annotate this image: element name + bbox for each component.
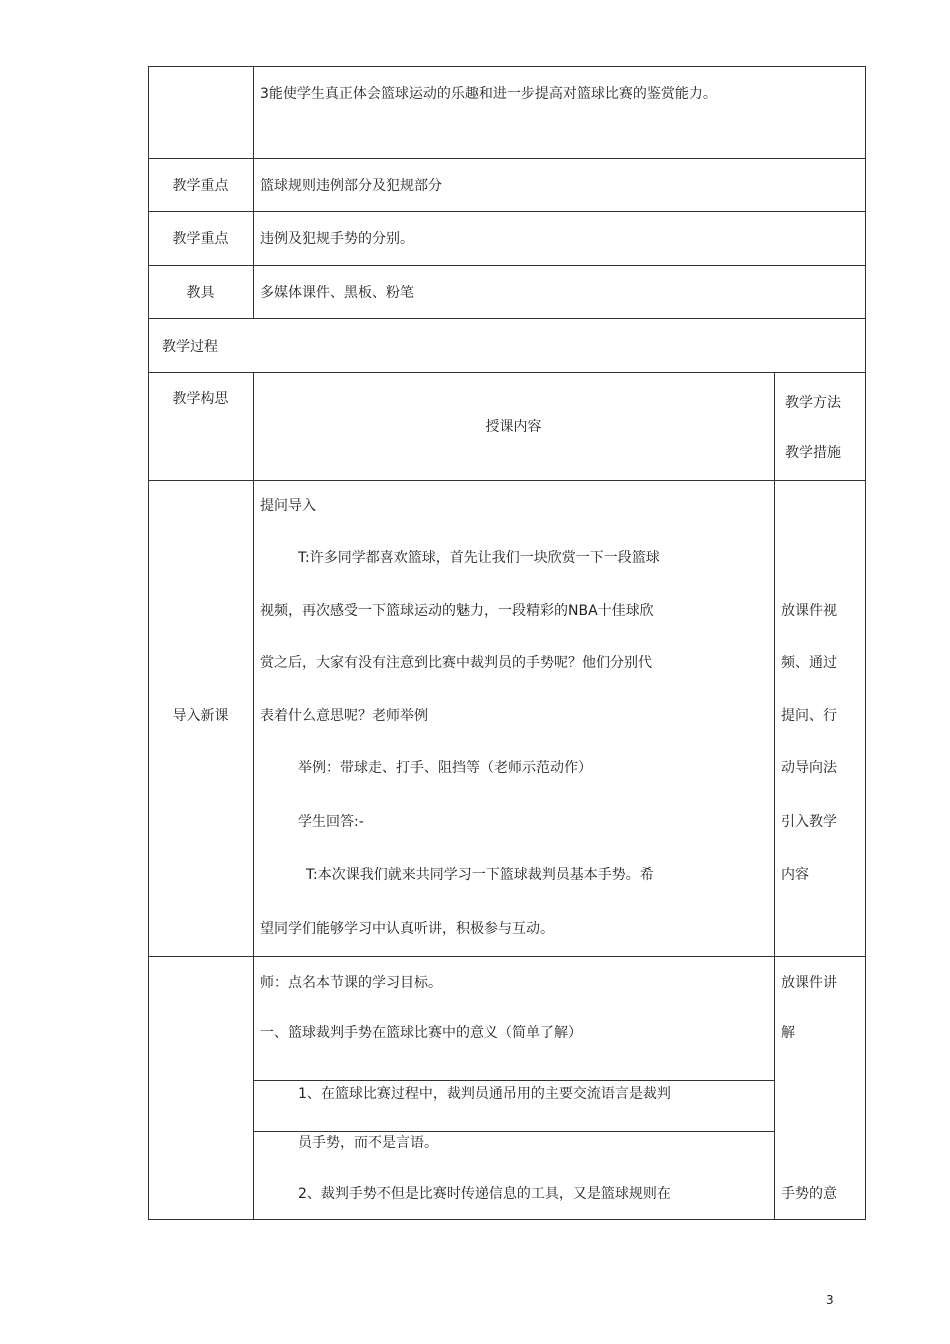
- intro-line: 举例：带球走、打手、阻挡等（老师示范动作）: [298, 760, 592, 776]
- page-number: 3: [826, 1293, 834, 1307]
- section2-method-line: 放课件讲: [781, 975, 837, 991]
- intro-method-line: 放课件视: [781, 603, 837, 619]
- intro-label: 导入新课: [172, 708, 229, 724]
- table-line: [148, 66, 866, 67]
- table-line: [253, 66, 254, 318]
- intro-line: 望同学们能够学习中认真听讲，积极参与互动。: [260, 921, 554, 937]
- intro-line: 赏之后，大家有没有注意到比赛中裁判员的手势呢？他们分别代: [260, 655, 652, 671]
- table-line: [148, 372, 866, 373]
- intro-method-line: 引入教学: [781, 814, 837, 830]
- section2-line: 2、裁判手势不但是比赛时传递信息的工具，又是篮球规则在: [298, 1186, 671, 1202]
- intro-line: 表着什么意思呢？老师举例: [260, 708, 428, 724]
- header-content: 授课内容: [485, 419, 542, 435]
- tools-value: 多媒体课件、黑板、粉笔: [260, 285, 414, 301]
- table-line: [148, 158, 866, 159]
- key-point-value: 篮球规则违例部分及犯规部分: [260, 178, 442, 194]
- intro-method-line: 内容: [781, 867, 809, 883]
- table-line: [148, 956, 866, 957]
- intro-line: 学生回答:-: [298, 814, 364, 830]
- table-line: [148, 480, 866, 481]
- key-point-label: 教学重点: [172, 231, 229, 247]
- header-method-1: 教学方法: [785, 395, 841, 411]
- table-line: [148, 1219, 866, 1220]
- table-line: [148, 211, 866, 212]
- table-line: [865, 66, 866, 1220]
- table-line: [774, 372, 775, 1220]
- header-method-2: 教学措施: [785, 445, 841, 461]
- process-title: 教学过程: [162, 339, 218, 355]
- table-line: [253, 1131, 774, 1132]
- intro-line: T:本次课我们就来共同学习一下篮球裁判员基本手势。希: [306, 867, 654, 883]
- section2-method-line: 解: [781, 1025, 795, 1041]
- section2-line: 一、篮球裁判手势在篮球比赛中的意义（简单了解）: [260, 1025, 582, 1041]
- intro-method-line: 提问、行: [781, 708, 837, 724]
- intro-method-line: 动导向法: [781, 760, 837, 776]
- intro-line: 视频，再次感受一下篮球运动的魅力，一段精彩的NBA十佳球欣: [260, 603, 654, 619]
- section2-line: 员手势，而不是言语。: [298, 1135, 438, 1151]
- section2-line: 1、在篮球比赛过程中，裁判员通吊用的主要交流语言是裁判: [298, 1086, 671, 1102]
- table-line: [148, 265, 866, 266]
- key-point-value: 违例及犯规手势的分别。: [260, 231, 414, 247]
- section2-line: 师：点名本节课的学习目标。: [260, 975, 442, 991]
- header-concept: 教学构思: [172, 391, 229, 407]
- table-line: [148, 318, 866, 319]
- objective-3-text: 3能使学生真正体会篮球运动的乐趣和进一步提高对篮球比赛的鉴赏能力。: [260, 86, 717, 102]
- table-line: [253, 1080, 774, 1081]
- tools-label: 教具: [186, 285, 215, 301]
- intro-line: T:许多同学都喜欢篮球，首先让我们一块欣赏一下一段篮球: [298, 550, 660, 566]
- intro-method-line: 频、通过: [781, 655, 837, 671]
- section2-method-line: 手势的意: [781, 1186, 837, 1202]
- key-point-label: 教学重点: [172, 178, 229, 194]
- table-line: [253, 372, 254, 1220]
- intro-line: 提问导入: [260, 498, 316, 514]
